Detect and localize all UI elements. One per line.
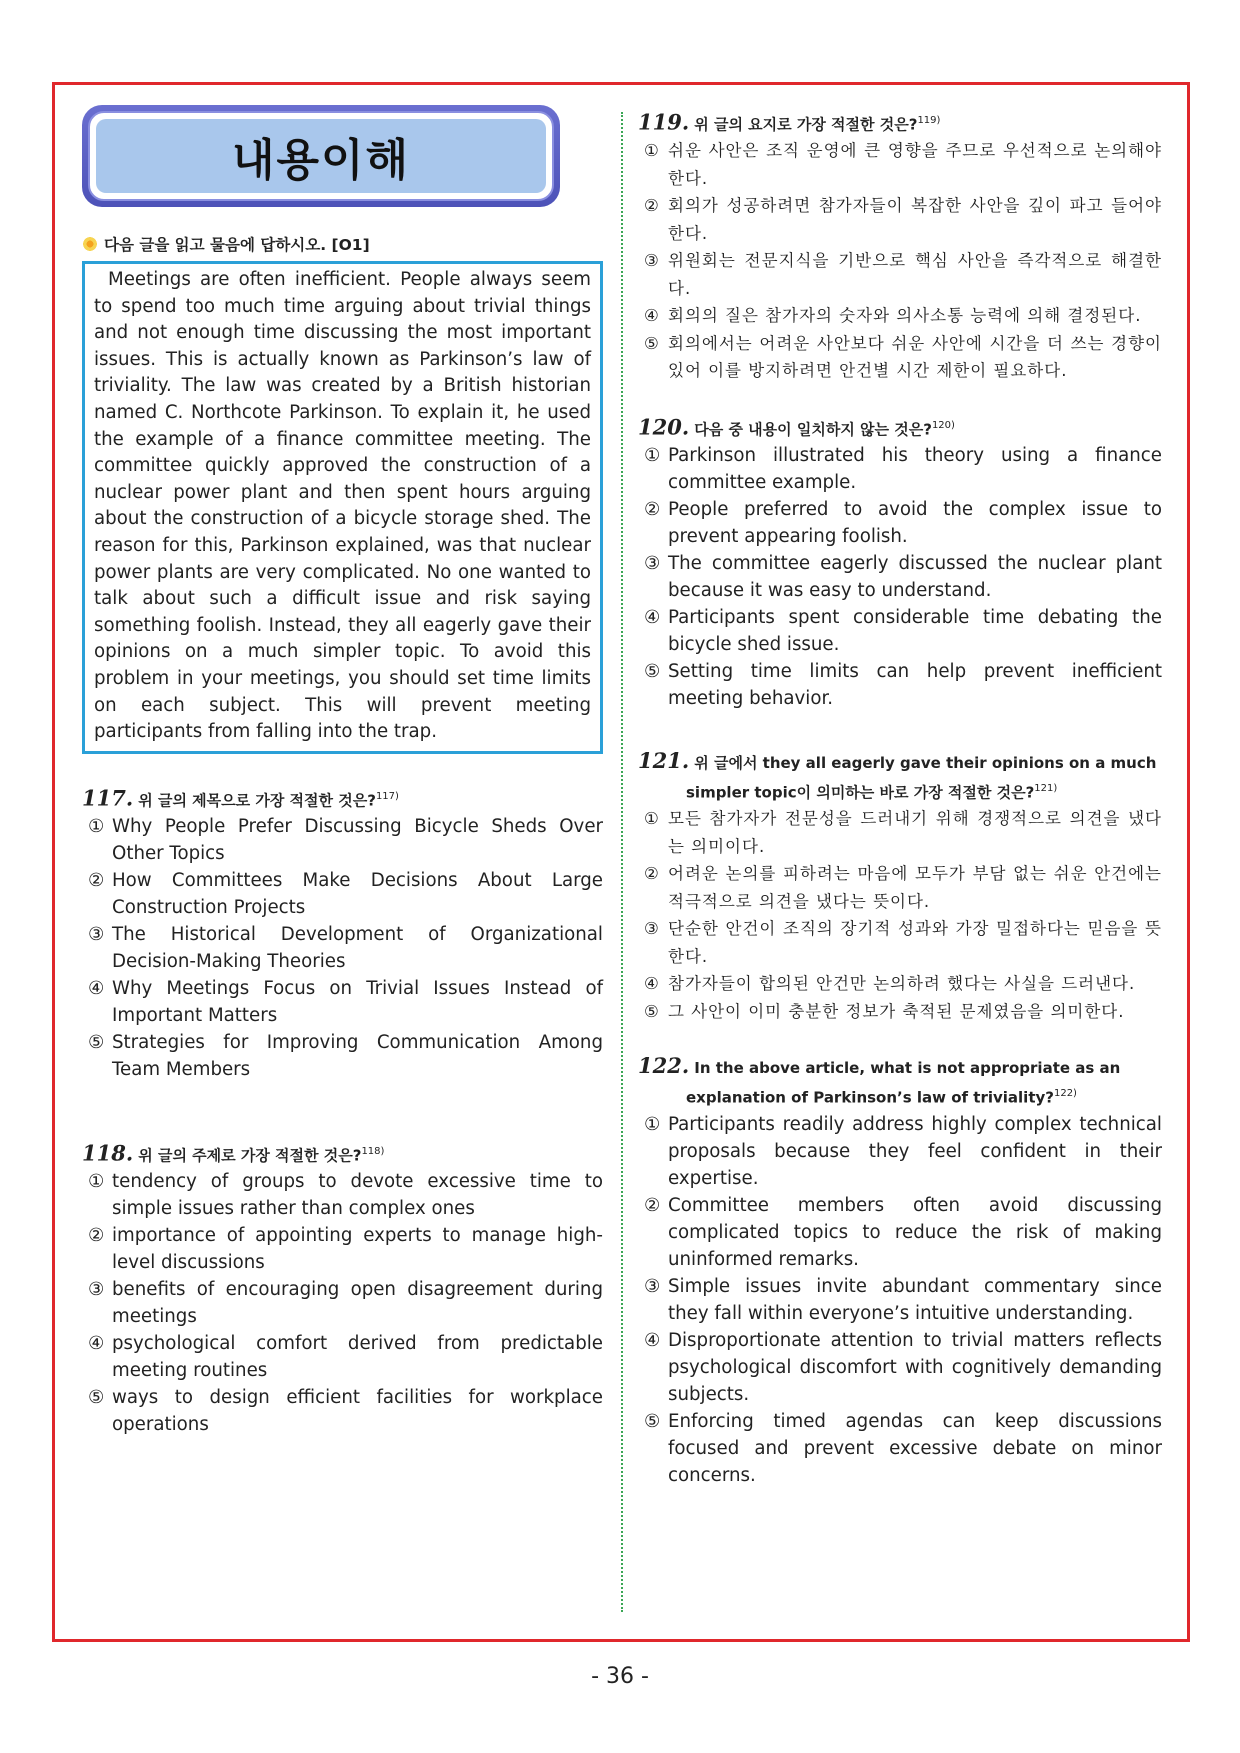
question-118 bbox=[82, 1139, 603, 1438]
option[interactable]: ④ 참가자들이 합의된 안건만 논의하려 했다는 사실을 드러낸다. bbox=[644, 974, 1136, 994]
title-banner bbox=[82, 105, 560, 207]
question-text: 위 글에서 they all eagerly gave their opinions on a much simpler topic이 의미하는 바로 가장 적절한 것은? bbox=[686, 754, 1157, 802]
passage-text: Meetings are often inefficient. People always seem to spend too much time arguing about trivial things and not enough time discussing the most important issues. This is actually known as Parkinson’s law of triviality. The law was created by a British historian named C. Northcote Parkinson. To explain it, he used the example of a finance committee meeting. The committee quickly approved the construction of a nuclear power plant and then spent hours arguing about the construction of a bicycle storage shed. The reason for this, Parkinson explained, was that nuclear power plants are very complicated. No one wanted to talk about such a difficult issue and risk saying something foolish. Instead, they all eagerly gave their opinions on a much simpler topic. To avoid this problem in your meetings, you should set time limits on each subject. This will prevent meeting participants from falling into the trap. bbox=[94, 269, 591, 743]
question-120 bbox=[638, 413, 1162, 712]
question-text: 다음 중 내용이 일치하지 않는 것은? bbox=[694, 420, 932, 439]
question-number: 122. bbox=[638, 1053, 690, 1079]
question-text: 위 글의 요지로 가장 적절한 것은? bbox=[694, 115, 918, 134]
footnote-ref: 118) bbox=[361, 1146, 385, 1158]
option[interactable]: ② Committee members often avoid discussing complicated topics to reduce the risk of making uninformed remarks. bbox=[644, 1194, 1162, 1270]
question-text: In the above article, what is not appropriate as an explanation of Parkinson’s law of triviality? bbox=[686, 1059, 1121, 1107]
option[interactable]: ③ The Historical Development of Organizational Decision-Making Theories bbox=[88, 924, 603, 973]
page-number: - 36 - bbox=[591, 1664, 649, 1689]
option[interactable]: ① Parkinson illustrated his theory using a finance committee example. bbox=[644, 445, 1162, 494]
option[interactable]: ① 쉬운 사안은 조직 운영에 큰 영향을 주므로 우선적으로 논의해야 한다. bbox=[644, 141, 1162, 188]
option[interactable]: ② 어려운 논의를 피하려는 마음에 모두가 부담 없는 쉬운 안건에는 적극적으로 의견을 냈다는 뜻이다. bbox=[644, 864, 1162, 911]
question-text: 위 글의 주제로 가장 적절한 것은? bbox=[138, 1146, 362, 1165]
reading-passage bbox=[82, 261, 603, 754]
option[interactable]: ③ 단순한 안건이 조직의 장기적 성과와 가장 밀접하다는 믿음을 뜻한다. bbox=[644, 919, 1162, 966]
flower-icon bbox=[82, 236, 98, 252]
question-number: 118. bbox=[82, 1140, 134, 1166]
footnote-ref: 121) bbox=[1034, 783, 1058, 795]
instruction-text: 다음 글을 읽고 물음에 답하시오. [O1] bbox=[104, 236, 370, 254]
footnote-ref: 119) bbox=[917, 115, 941, 126]
option[interactable]: ② 회의가 성공하려면 참가자들이 복잡한 사안을 깊이 파고 들어야 한다. bbox=[644, 196, 1162, 243]
option[interactable]: ④ Why Meetings Focus on Trivial Issues Instead of Important Matters bbox=[88, 978, 603, 1027]
question-number: 120. bbox=[638, 414, 690, 440]
option[interactable]: ④ 회의의 질은 참가자의 숫자와 의사소통 능력에 의해 결정된다. bbox=[644, 306, 1142, 326]
option[interactable]: ⑤ 그 사안이 이미 충분한 정보가 축적된 문제였음을 의미한다. bbox=[644, 1001, 1125, 1021]
left-column bbox=[82, 105, 603, 1438]
option[interactable]: ① Participants readily address highly complex technical proposals because they feel confident in their expertise. bbox=[644, 1113, 1162, 1189]
option[interactable]: ② How Committees Make Decisions About Large Construction Projects bbox=[88, 870, 603, 919]
question-text: 위 글의 제목으로 가장 적절한 것은? bbox=[138, 791, 376, 810]
option[interactable]: ② People preferred to avoid the complex issue to prevent appearing foolish. bbox=[644, 499, 1162, 548]
question-number: 121. bbox=[638, 748, 690, 774]
instruction bbox=[82, 233, 603, 255]
question-119 bbox=[638, 108, 1162, 385]
option[interactable]: ③ 위원회는 전문지식을 기반으로 핵심 사안을 즉각적으로 해결한다. bbox=[644, 251, 1162, 298]
footnote-ref: 120) bbox=[931, 419, 955, 431]
question-122 bbox=[638, 1053, 1162, 1488]
option[interactable]: ① 모든 참가자가 전문성을 드러내기 위해 경쟁적으로 의견을 냈다는 의미이다. bbox=[644, 809, 1162, 856]
option[interactable]: ⑤ Enforcing timed agendas can keep discussions focused and prevent excessive debate on minor concerns. bbox=[644, 1410, 1162, 1486]
question-number: 117. bbox=[82, 785, 134, 811]
option[interactable]: ① tendency of groups to devote excessive time to simple issues rather than complex ones bbox=[88, 1171, 603, 1220]
footnote-ref: 117) bbox=[375, 790, 399, 802]
question-121 bbox=[638, 748, 1162, 1025]
option[interactable]: ① Why People Prefer Discussing Bicycle Sheds Over Other Topics bbox=[88, 816, 603, 865]
option[interactable]: ③ Simple issues invite abundant commentary since they fall within everyone’s intuitive understanding. bbox=[644, 1275, 1162, 1324]
option[interactable]: ③ benefits of encouraging open disagreement during meetings bbox=[88, 1279, 603, 1328]
page-title: 내용이해 bbox=[231, 135, 410, 186]
option[interactable]: ⑤ 회의에서는 어려운 사안보다 쉬운 사안에 시간을 더 쓰는 경향이 있어 이를 방지하려면 안건별 시간 제한이 필요하다. bbox=[644, 333, 1162, 381]
footnote-ref: 122) bbox=[1053, 1088, 1077, 1100]
option[interactable]: ⑤ Strategies for Improving Communication Among Team Members bbox=[88, 1032, 603, 1081]
option[interactable]: ④ Participants spent considerable time debating the bicycle shed issue. bbox=[644, 607, 1162, 656]
option[interactable]: ④ Disproportionate attention to trivial matters reflects psychological discomfort with cognitively demanding subjects. bbox=[644, 1329, 1162, 1405]
right-column bbox=[638, 108, 1162, 1489]
option[interactable]: ⑤ Setting time limits can help prevent inefficient meeting behavior. bbox=[644, 661, 1162, 710]
option[interactable]: ④ psychological comfort derived from predictable meeting routines bbox=[88, 1333, 603, 1382]
column-divider bbox=[621, 112, 623, 1612]
question-117 bbox=[82, 784, 603, 1083]
question-number: 119. bbox=[638, 109, 690, 135]
option[interactable]: ⑤ ways to design efficient facilities for workplace operations bbox=[88, 1387, 603, 1436]
option[interactable]: ③ The committee eagerly discussed the nuclear plant because it was easy to understand. bbox=[644, 553, 1162, 602]
option[interactable]: ② importance of appointing experts to manage high-level discussions bbox=[88, 1225, 603, 1274]
